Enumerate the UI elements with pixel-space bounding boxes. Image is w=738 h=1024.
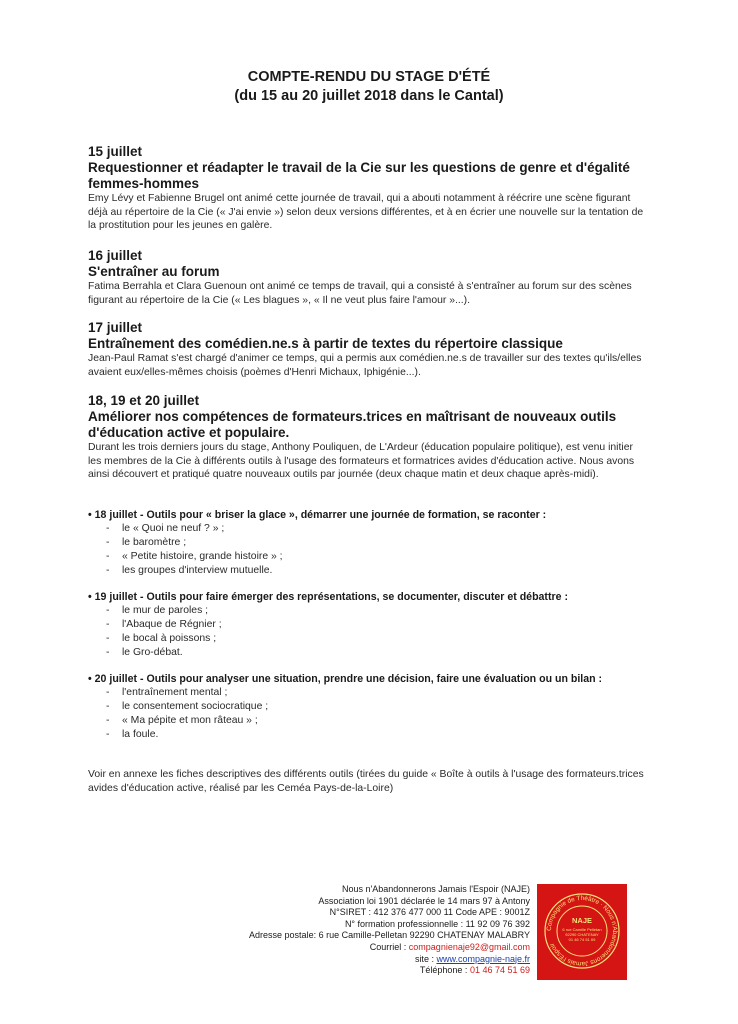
section-heading: S'entraîner au forum: [88, 264, 220, 279]
stamp-line-3: 01 46 74 51 69: [568, 937, 596, 942]
section-15-juillet: [88, 144, 648, 233]
tools-heading: • 20 juillet - Outils pour analyser une situation, prendre une décision, faire une évaluation ou un bilan :: [88, 673, 603, 685]
naje-stamp: [537, 884, 627, 980]
section-heading: Améliorer nos compétences de formateurs.trices en maîtrisant de nouveaux outils d'éducation active et populaire.: [88, 409, 617, 440]
footer-phone-line: [200, 965, 530, 977]
list-item: - le baromètre ;: [88, 536, 648, 550]
section-date: 16 juillet: [88, 248, 143, 263]
section-body: Emy Lévy et Fabienne Brugel ont animé cette journée de travail, qui a abouti notamment à réécrire une scène figurant déjà au répertoire de la Cie (« J'ai envie ») selon deux versions différentes, et à en écrier une nouvelle sur la tentation de la prostitution pour les jeunes en galère.: [88, 193, 644, 231]
section-body: Jean-Paul Ramat s'est chargé d'animer ce temps, qui a permis aux comédien.ne.s de travailler sur des textes qu'ils/elles avaient eux/elles-mêmes choisis (poèmes d'Henri Michaux, Iphigénie...).: [88, 353, 642, 378]
footer-contact: [200, 884, 530, 977]
list-item: - le consentement sociocratique ;: [88, 700, 648, 714]
footer-assoc: Association loi 1901 déclarée le 14 mars 97 à Antony: [318, 895, 530, 906]
footer-phone: 01 46 74 51 69: [469, 965, 530, 976]
footer-site-link[interactable]: www.compagnie-naje.fr: [436, 953, 530, 964]
footer-email[interactable]: compagnienaje92@gmail.com: [408, 941, 530, 952]
footer-phone-label: Téléphone :: [419, 965, 470, 976]
footer-email-label: Courriel :: [369, 941, 409, 952]
tools-heading: • 18 juillet - Outils pour « briser la glace », démarrer une journée de formation, se raconter :: [88, 509, 547, 521]
annex-note: Voir en annexe les fiches descriptives des différents outils (tirées du guide « Boîte à outils à l'usage des formateurs.trices avides d'éducation active, réalisé par les Ceméa Pays-de-la-Loire): [88, 769, 644, 794]
footer-address: Adresse postale: 6 rue Camille-Pelletan 92290 CHATENAY MALABRY: [249, 930, 530, 941]
list-item: - « Petite histoire, grande histoire » ;: [88, 550, 648, 564]
list-item: - le « Quoi ne neuf ? » ;: [88, 522, 648, 536]
section-date: 17 juillet: [88, 320, 143, 335]
list-item: - l'entraînement mental ;: [88, 686, 648, 700]
section-heading: Requestionner et réadapter le travail de la Cie sur les questions de genre et d'égalité femmes-hommes: [88, 160, 630, 191]
list-item: - la foule.: [88, 728, 648, 742]
tools-list: [88, 604, 648, 660]
footer-site-label: site :: [414, 953, 437, 964]
stamp-center-text: NAJE: [571, 916, 593, 925]
section-17-juillet: [88, 320, 648, 379]
tools-heading: • 19 juillet - Outils pour faire émerger des représentations, se documenter, discuter et débattre :: [88, 591, 568, 603]
section-date: 18, 19 et 20 juillet: [88, 393, 200, 408]
list-item: - « Ma pépite et mon râteau » ;: [88, 714, 648, 728]
list-item: - le Gro-débat.: [88, 646, 648, 660]
list-item: - l'Abaque de Régnier ;: [88, 618, 648, 632]
stamp-seal-icon: [542, 891, 622, 971]
section-18-20-juillet: [88, 393, 648, 482]
list-item: - les groupes d'interview mutuelle.: [88, 564, 648, 578]
section-body: Fatima Berrahla et Clara Guenoun ont animé ce temps de travail, qui a consisté à s'entraîner au forum sur des scènes figurant au répertoire de la Cie (« Les blagues », « Il ne veut plus faire l'amour »...).: [88, 281, 632, 306]
tools-18-juillet: [88, 508, 648, 578]
title-line-2: (du 15 au 20 juillet 2018 dans le Cantal): [234, 88, 504, 104]
list-item: - le mur de paroles ;: [88, 604, 648, 618]
stamp-line-1: 6 rue Camille Pelletan: [562, 927, 602, 932]
tools-19-juillet: [88, 590, 648, 660]
footer-email-line: [200, 942, 530, 954]
list-item: - le bocal à poissons ;: [88, 632, 648, 646]
tools-list: [88, 686, 648, 742]
title-line-1: COMPTE-RENDU DU STAGE D'ÉTÉ: [247, 69, 491, 85]
tools-list: [88, 522, 648, 578]
section-16-juillet: [88, 248, 648, 307]
stamp-line-2: 92290 CHATENAY: [565, 932, 599, 937]
section-heading: Entraînement des comédien.ne.s à partir de textes du répertoire classique: [88, 336, 563, 351]
footer-siret: N°SIRET : 412 376 477 000 11 Code APE : 9001Z: [329, 907, 530, 918]
footer-org: Nous n'Abandonnerons Jamais l'Espoir (NAJE): [341, 884, 530, 894]
footer-site-line: [200, 954, 530, 966]
section-date: 15 juillet: [88, 144, 143, 159]
document-title: [0, 68, 738, 106]
section-body: Durant les trois derniers jours du stage, Anthony Pouliquen, de L'Ardeur (éducation populaire politique), est venu initier les membres de la Cie à différents outils à l'usage des formateurs et formatrices avides d'éducation active. Nous avons ainsi découvert et pratiqué quatre nouveaux outils par journée (deux chaque matin et deux chaque après-midi).: [88, 442, 635, 480]
footer-formation: N° formation professionnelle : 11 92 09 76 392: [344, 918, 530, 929]
stamp-ring-text: Compagnie de Théâtre · Nous n'Abandonnerons Jamais l'Espoir: [545, 894, 619, 968]
tools-20-juillet: [88, 672, 648, 742]
